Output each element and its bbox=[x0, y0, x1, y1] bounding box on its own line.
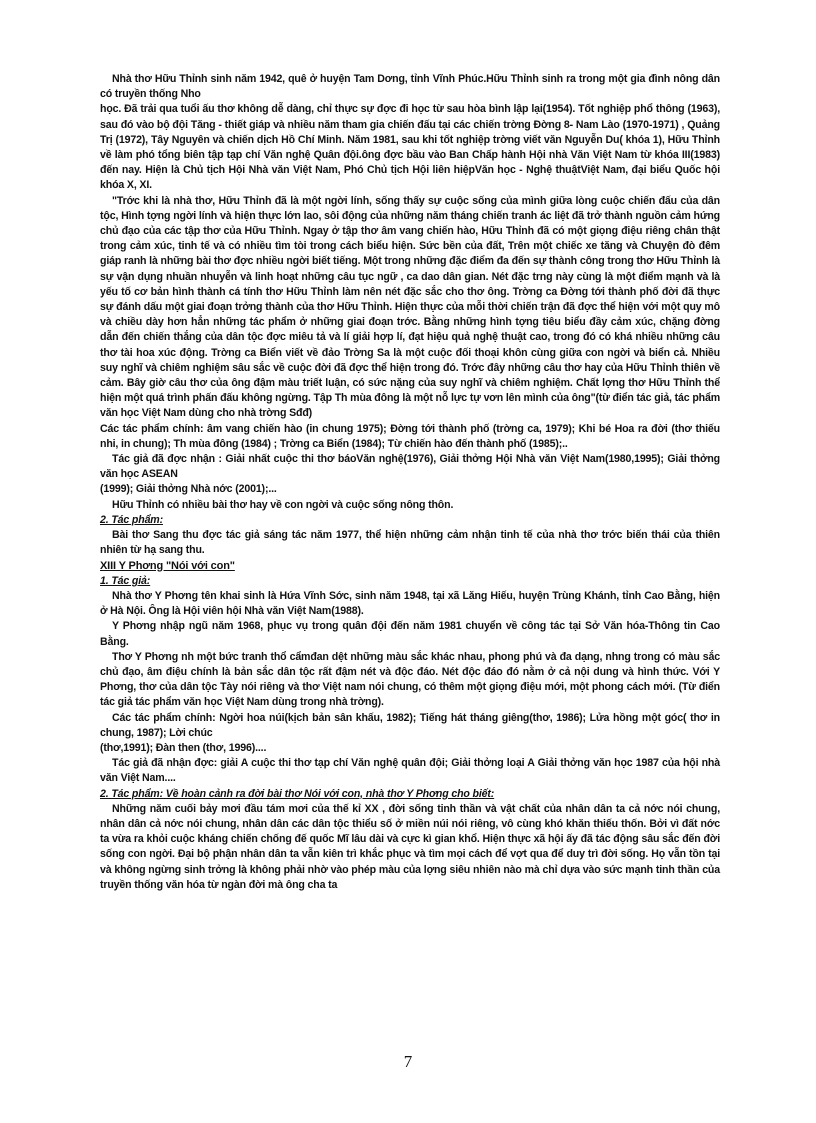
paragraph-y-phuong-works-cont: (thơ,1991); Đàn then (thơ, 1996).... bbox=[100, 741, 267, 754]
document-body bbox=[100, 72, 720, 893]
paragraph-y-phuong-awards: Tác giả đã nhận đợc: giải A cuộc thi thơ tạp chí Văn nghệ quân đội; Giải thởng loại A Giải thởng văn học 1987 của hội nhà văn Việt Nam.... bbox=[100, 757, 720, 785]
heading-tac-pham-2: 2. Tác phẩm: Về hoàn cảnh ra đời bài thơ Nói với con, nhà thơ Y Phơng cho biết: bbox=[100, 787, 495, 800]
paragraph-intro-1: Nhà thơ Hữu Thỉnh sinh năm 1942, quê ở huyện Tam Dơng, tỉnh Vĩnh Phúc.Hữu Thỉnh sinh ra trong một gia đình nông dân có truyền thống Nho bbox=[100, 73, 720, 101]
section-title-y-phuong: XIII Y Phơng "Nói với con" bbox=[100, 559, 235, 572]
paragraph-awards-huu-thinh: Tác giả đã đợc nhận : Giải nhất cuộc thi thơ báoVăn nghệ(1976), Giải thởng Hội Nhà văn Việt Nam(1980,1995); Giải thởng văn học ASEAN bbox=[100, 453, 720, 481]
paragraph-works-huu-thinh: Các tác phẩm chính: âm vang chiến hào (in chung 1975); Đờng tới thành phố (trờng ca, 1979); Khi bé Hoa ra đời (thơ thiếu nhi, in chung); Th mùa đông (1984) ; Trờng ca Biển (1984); Từ chiến hào đến thành phố (1985);.. bbox=[100, 422, 720, 450]
heading-tac-pham-1: 2. Tác phẩm: bbox=[100, 513, 163, 526]
paragraph-y-phuong-style: Thơ Y Phơng nh một bức tranh thổ cẩmđan dệt những màu sắc khác nhau, phong phú và đa dạng, nhng trong có màu sắc chủ đạo, âm điệu chính là bản sắc dân tộc rất đậm nét và độc đáo. Nét độc đáo đó nằm ở cả nội dung và hình thức. Với Y Phơng, thơ của dân tộc Tày nói riêng và thơ Việt nam nói chung, có thêm một giọng điệu mới, một phong cách mới. (Từ điển tác giả tác phẩm văn học Việt Nam dùng trong nhà trờng). bbox=[100, 650, 720, 709]
paragraph-context: Những năm cuối bảy mơi đầu tám mơi của thế kỉ XX , đời sống tinh thần và vật chất của nhân dân ta cả nớc nói chung, nhân dân cả nớc nói chung, nhân dân các dân tộc thiểu số ở miền núi nói riêng, vô cùng khó khăn thiếu thốn. Bởi vì đất nớc ta vừa ra khỏi cuộc kháng chiến chống đế quốc Mĩ lâu dài và cực kì gian khổ. Hiện thực xã hội ấy đã tác động sâu sắc đến đời sống con ngời. Đại bộ phận nhân dân ta vẫn kiên trì khắc phục và tìm mọi cách để vợt qua để duy trì đời sống. Họ vẫn tồn tại và không ngừng sinh trởng là không phải nhờ vào phép màu của lợng siêu nhiên nào mà chỉ dựa vào sức mạnh tinh thần của truyền thống văn hóa từ ngàn đời mà ông cha ta bbox=[100, 802, 720, 891]
paragraph-y-phuong-works: Các tác phẩm chính: Ngời hoa núi(kịch bản sân khấu, 1982); Tiếng hát tháng giêng(thơ, 1986); Lửa hồng một góc( thơ in chung, 1987); Lời chúc bbox=[100, 711, 720, 739]
paragraph-y-phuong-bio: Nhà thơ Y Phơng tên khai sinh là Hứa Vĩnh Sớc, sinh năm 1948, tại xã Lăng Hiếu, huyện Trùng Khánh, tỉnh Cao Bằng, hiện ở Hà Nội. Ông là Hội viên hội Nhà văn Việt Nam(1988). bbox=[100, 589, 720, 618]
paragraph-sang-thu: Bài thơ Sang thu đợc tác giả sáng tác năm 1977, thể hiện những cảm nhận tinh tế của nhà thơ trớc biến thái của thiên nhiên từ hạ sang thu. bbox=[100, 529, 720, 557]
paragraph-huu-thinh-summary: Hữu Thỉnh có nhiều bài thơ hay về con ngời và cuộc sống nông thôn. bbox=[112, 498, 454, 511]
paragraph-quote-huu-thinh: "Trớc khi là nhà thơ, Hữu Thỉnh đã là một ngời lính, sống thấy sự cuộc sống của mình giữa lòng cuộc chiến đấu của dân tộc, Hình tợng ngời lính và hiện thực lớn lao, sôi động của những năm tháng chiến tranh ác liệt đã trở thành nguồn cảm hứng chủ đạo của các tập thơ của Hữu Thỉnh. Ngay ở tập thơ âm vang chiến hào, Hữu Thỉnh đã có một giọng điệu riêng chân thật trong cảm xúc, tinh tế và có nhiều tìm tòi trong cách biểu hiện. Sức bền của đất, Trên một chiếc xe tăng và Chuyện đò đêm giáp ranh là những bài thơ đợc nhiều ngời biết tiếng. Một trong những đặc điểm đa đến sự thành công trong thơ Hữu Thỉnh là sự vận dụng nhuần nhuyễn và linh hoạt những câu tục ngữ , ca dao dân gian. Nét đặc trng này cùng là một điểm mạnh và là yếu tố cơ bản hình thành cá tính thơ Hữu Thỉnh làm nên nét đặc sắc cho thơ ông. Trờng ca Đờng tới thành phố đời đã thực sự đánh dấu một giai đoạn trởng thành của thơ Hữu Thỉnh. Hiện thực của mỗi thời chiến trận đã đợc thể hiện với một quy mô và chiều dày hơn hẳn những tác phẩm ở những giai đoạn trớc. Bằng những hình tợng tiêu biểu đầy cảm xúc, chặng đờng dẫn đến chiến thắng của dân tộc đợc miêu tả và lí giải hợp lí, đạt hiệu quả nghệ thuật cao, trong đó có khá nhiều những câu thơ tài hoa xúc động. Trờng ca Biển viết về đảo Trờng Sa là một cuộc đối thoại khôn cùng giữa con ngời và biển cả. Nhiều suy nghĩ và chiêm nghiệm sâu sắc về cuộc đời đã đợc thể hiện trong đó. Trớc đây những câu thơ hay của Hữu Thỉnh thiên về cảm. Bây giờ câu thơ của ông đậm màu triết luận, có sức nặng của suy nghĩ và chiêm nghiệm. Chất lợng thơ Hữu Thỉnh thể hiện một quá trình phấn đấu không ngừng. Tập Th mùa đông là một nỗ lực tự vơn lên mình của ông"(từ điển tác giả, tác phẩm văn học Việt Nam dùng cho nhà trờng Sđđ) bbox=[100, 194, 720, 420]
paragraph-intro-2: học. Đã trải qua tuổi ấu thơ không dễ dàng, chỉ thực sự đợc đi học từ sau hòa bình lập lại(1954). Tốt nghiệp phổ thông (1963), sau đó vào bộ đội Tăng - thiết giáp và nhiều năm tham gia chiến đấu tại các chiến trờng Đờng 8- Nam Lào (1970-1971) , Quảng Trị (1972), Tây Nguyên và chiến dịch Hồ Chí Minh. Năm 1981, sau khi tốt nghiệp trờng viết văn Nguyễn Du( khóa 1), Hữu Thỉnh về làm phó tổng biên tập tạp chí Văn nghệ Quân đội.ông đợc bầu vào Ban Chấp hành Hội nhà Văn Việt Nam từ khóa III(1983) đến nay. Hiện là Chủ tịch Hội Nhà văn Việt Nam, Phó Chủ tịch Hội liên hiệpVăn học - Nghệ thuậtViệt Nam, đại biểu Quốc hội khóa X, XI. bbox=[100, 103, 720, 192]
paragraph-y-phuong-career: Y Phơng nhập ngũ năm 1968, phục vụ trong quân đội đến năm 1981 chuyển về công tác tại Sở Văn hóa-Thông tin Cao Bằng. bbox=[100, 620, 720, 648]
heading-tac-gia: 1. Tác giả: bbox=[100, 574, 151, 587]
paragraph-awards-huu-thinh-cont: (1999); Giải thởng Nhà nớc (2001);... bbox=[100, 483, 277, 496]
page-number: 7 bbox=[403, 1052, 413, 1071]
